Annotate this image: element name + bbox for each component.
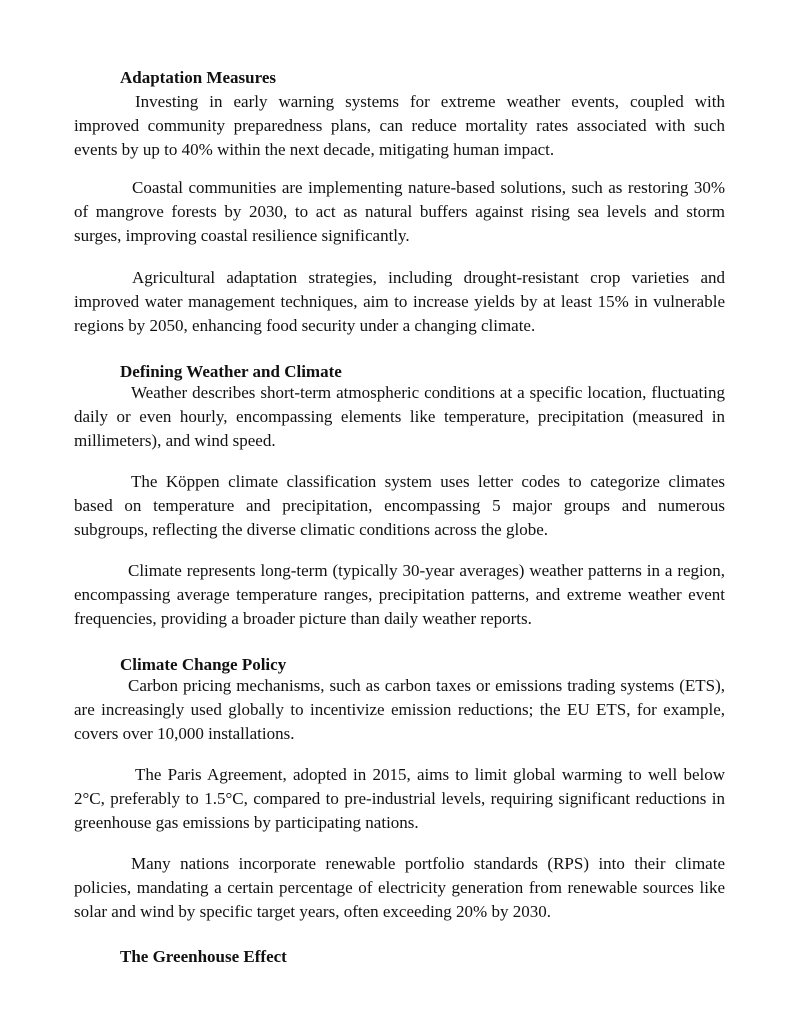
section-heading-adaptation-measures: Adaptation Measures	[120, 68, 276, 87]
paragraph: Carbon pricing mechanisms, such as carbon taxes or emissions trading systems (ETS), are increasingly used globally to incentivize emission reductions; the EU ETS, for example, covers over 10,000 installations.	[74, 676, 725, 743]
section-heading-climate-change-policy: Climate Change Policy	[120, 655, 287, 674]
section-heading-defining-weather-and-climate: Defining Weather and Climate	[120, 362, 342, 381]
paragraph: Climate represents long-term (typically 30-year averages) weather patterns in a region, encompassing average temperature ranges, precipitation patterns, and extreme weather event frequencies, providing a broader picture than daily weather reports.	[74, 561, 725, 628]
paragraph: The Köppen climate classification system uses letter codes to categorize climates based on temperature and precipitation, encompassing 5 major groups and numerous subgroups, reflecting the diverse climatic conditions across the globe.	[74, 472, 725, 539]
paragraph: Weather describes short-term atmospheric conditions at a specific location, fluctuating daily or even hourly, encompassing elements like temperature, precipitation (measured in millimeters), and wind speed.	[74, 383, 725, 450]
paragraph: Investing in early warning systems for extreme weather events, coupled with improved community preparedness plans, can reduce mortality rates associated with such events by up to 40% within the next decade, mitigating human impact.	[74, 92, 725, 159]
paragraph: Coastal communities are implementing nature-based solutions, such as restoring 30% of mangrove forests by 2030, to act as natural buffers against rising sea levels and storm surges, improving coastal resilience significantly.	[74, 178, 725, 245]
paragraph: Agricultural adaptation strategies, including drought-resistant crop varieties and improved water management techniques, aim to increase yields by at least 15% in vulnerable regions by 2050, enhancing food security under a changing climate.	[74, 268, 725, 335]
section-heading-the-greenhouse-effect: The Greenhouse Effect	[120, 947, 287, 966]
paragraph: The Paris Agreement, adopted in 2015, aims to limit global warming to well below 2°C, preferably to 1.5°C, compared to pre-industrial levels, requiring significant reductions in greenhouse gas emissions by participating nations.	[74, 765, 725, 832]
paragraph: Many nations incorporate renewable portfolio standards (RPS) into their climate policies, mandating a certain percentage of electricity generation from renewable sources like solar and wind by specific target years, often exceeding 20% by 2030.	[74, 854, 725, 921]
